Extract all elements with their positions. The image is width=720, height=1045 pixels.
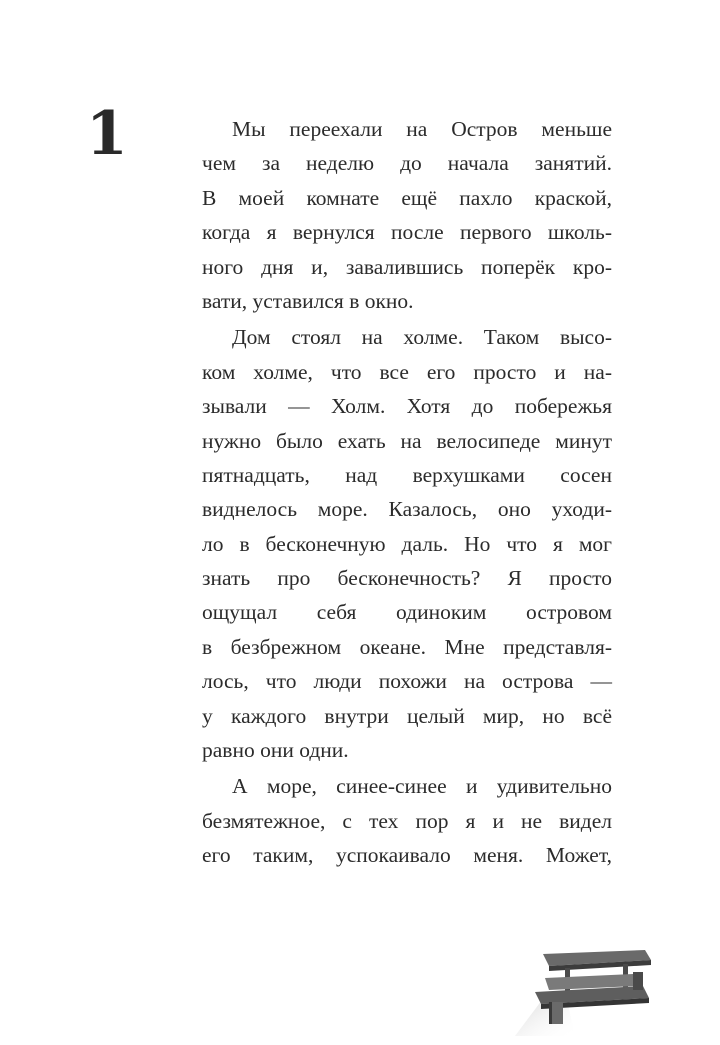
chapter-number: 1 xyxy=(86,99,128,169)
text-line: лось, что люди похожи на острова — xyxy=(202,669,612,694)
text-line: вати, уставился в окно. xyxy=(202,288,414,313)
text-line: его таким, успокаивало меня. Может, xyxy=(202,843,612,868)
text-line: зывали — Холм. Хотя до побережья xyxy=(202,394,612,419)
text-line: ло в бесконечную даль. Но что я мог xyxy=(202,531,612,556)
chapter-text xyxy=(202,112,612,873)
toy-airplane-icon xyxy=(505,938,675,1038)
text-line: ощущал себя одиноким островом xyxy=(202,600,612,625)
text-line: чем за неделю до начала занятий. xyxy=(202,151,612,176)
text-line: виднелось море. Казалось, оно уходи- xyxy=(202,497,612,522)
text-line: когда я вернулся после первого школь- xyxy=(202,220,612,245)
text-line: знать про бесконечность? Я просто xyxy=(202,566,612,591)
text-line: ного дня и, завалившись поперёк кро- xyxy=(202,254,612,279)
text-line: Дом стоял на холме. Таком высо- xyxy=(232,325,612,350)
text-line: Мы переехали на Остров меньше xyxy=(232,117,612,141)
text-line: В моей комнате ещё пахло краской, xyxy=(202,185,612,210)
text-line: пятнадцать, над верхушками сосен xyxy=(202,462,612,487)
text-line: у каждого внутри целый мир, но всё xyxy=(202,703,612,728)
text-line: в безбрежном океане. Мне представля- xyxy=(202,634,612,659)
text-line: ком холме, что все его просто и на- xyxy=(202,359,612,384)
text-line: А море, синее-синее и удивительно xyxy=(232,774,612,799)
text-line: безмятежное, с тех пор я и не видел xyxy=(202,808,612,833)
text-line: равно они одни. xyxy=(202,738,349,763)
text-line: нужно было ехать на велосипеде минут xyxy=(202,428,612,453)
